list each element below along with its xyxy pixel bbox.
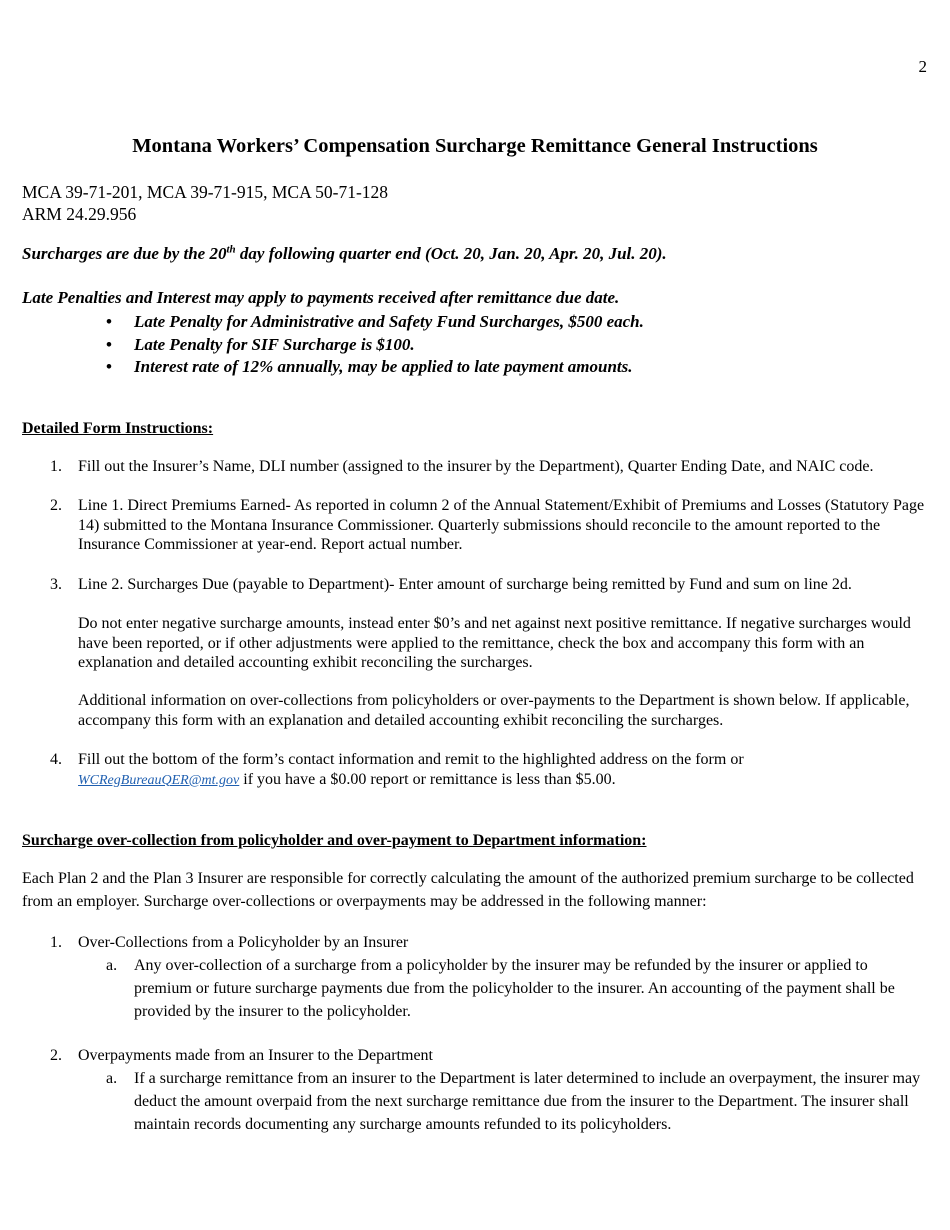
sub-item-text: If a surcharge remittance from an insurer to the Department is later determined to include an overpayment, the insurer may deduct the amount overpaid from the next surcharge remittance due from the insurer to the Department. The insurer shall maintain records documenting any surcharge amounts refunded to its policyholders. <box>134 1070 921 1133</box>
item-number: 4. <box>50 751 62 768</box>
due-notice-sup: th <box>226 243 236 256</box>
instruction-item-3-paragraph-2: Additional information on over-collections from policyholders or over-payments to the Department is shown below. If applicable, accompany this form with an explanation and detailed accounting exhibit reconciling the surcharges. <box>78 692 910 729</box>
item-text: Fill out the Insurer’s Name, DLI number (assigned to the insurer by the Department), Quarter Ending Date, and NAIC code. <box>78 458 874 475</box>
sub-item-letter: a. <box>106 957 118 974</box>
statute-references <box>22 181 388 225</box>
instruction-item-3-paragraph-1: Do not enter negative surcharge amounts, instead enter $0’s and net against next positive remittance. If negative surcharges would have been reported, or if other adjustments were applied to the remittance, check the box and accompany this form with an explanation and detailed accounting exhibit reconciling the surcharges. <box>78 615 911 671</box>
item-number: 2. <box>50 497 62 514</box>
overcollection-item-1 <box>50 933 932 953</box>
sub-item-text: Any over-collection of a surcharge from a policyholder by the insurer may be refunded by the insurer or applied to premium or future surcharge payments due from the policyholder to the insurer. An accounting of the payment shall be provided by the insurer to the policyholder. <box>134 957 895 1020</box>
penalty-list <box>134 311 644 379</box>
overcollection-intro: Each Plan 2 and the Plan 3 Insurer are responsible for correctly calculating the amount of the authorized premium surcharge to be collected from an employer. Surcharge over-collections or overpayments may be addressed in the following manner: <box>22 870 914 910</box>
due-notice-text: Surcharges are due by the 20 <box>22 244 227 263</box>
page-number: 2 <box>918 57 927 76</box>
sub-item-letter: a. <box>106 1070 118 1087</box>
penalty-item: • Late Penalty for SIF Surcharge is $100. <box>134 334 644 357</box>
reference-line-2: ARM 24.29.956 <box>22 204 137 224</box>
instruction-item-1 <box>50 457 932 477</box>
overcollection-item-2-sub-a <box>106 1067 928 1136</box>
item-number: 1. <box>50 934 62 951</box>
instruction-item-2 <box>50 496 932 555</box>
item-title: Over-Collections from a Policyholder by an Insurer <box>78 934 409 951</box>
item-text: Fill out the bottom of the form’s contact information and remit to the highlighted address on the form or <box>78 751 744 768</box>
due-notice-text-after: day following quarter end (Oct. 20, Jan. 20, Apr. 20, Jul. 20). <box>235 244 667 263</box>
item-number: 3. <box>50 576 62 593</box>
instruction-item-4 <box>50 750 932 790</box>
detailed-instructions-heading: Detailed Form Instructions: <box>22 420 214 437</box>
item-title: Overpayments made from an Insurer to the Department <box>78 1047 433 1064</box>
penalty-item: • Late Penalty for Administrative and Safety Fund Surcharges, $500 each. <box>134 311 644 334</box>
item-text: Line 2. Surcharges Due (payable to Department)- Enter amount of surcharge being remitted by Fund and sum on line 2d. <box>78 576 852 593</box>
item-text: Line 1. Direct Premiums Earned- As reported in column 2 of the Annual Statement/Exhibit of Premiums and Losses (Statutory Page 14) submitted to the Montana Insurance Commissioner. Quarterly submissions should reconcile to the amount reported to the Insurance Commissioner at year-end. Report actual number. <box>78 497 925 553</box>
overcollection-item-2 <box>50 1046 932 1066</box>
item-number: 1. <box>50 458 62 475</box>
due-date-notice <box>22 244 667 264</box>
instruction-item-3 <box>50 575 932 595</box>
penalty-heading: Late Penalties and Interest may apply to payments received after remittance due date. <box>22 288 620 307</box>
item-text-after: if you have a $0.00 report or remittance is less than $5.00. <box>239 770 616 788</box>
item-number: 2. <box>50 1047 62 1064</box>
email-link[interactable]: WCRegBureauQER@mt.gov <box>78 772 240 788</box>
page-title: Montana Workers’ Compensation Surcharge Remittance General Instructions <box>132 135 818 157</box>
penalty-item: • Interest rate of 12% annually, may be applied to late payment amounts. <box>134 356 644 379</box>
reference-line-1: MCA 39-71-201, MCA 39-71-915, MCA 50-71-128 <box>22 182 389 202</box>
overcollection-heading: Surcharge over-collection from policyholder and over-payment to Department information: <box>22 832 647 849</box>
overcollection-item-1-sub-a <box>106 954 928 1023</box>
